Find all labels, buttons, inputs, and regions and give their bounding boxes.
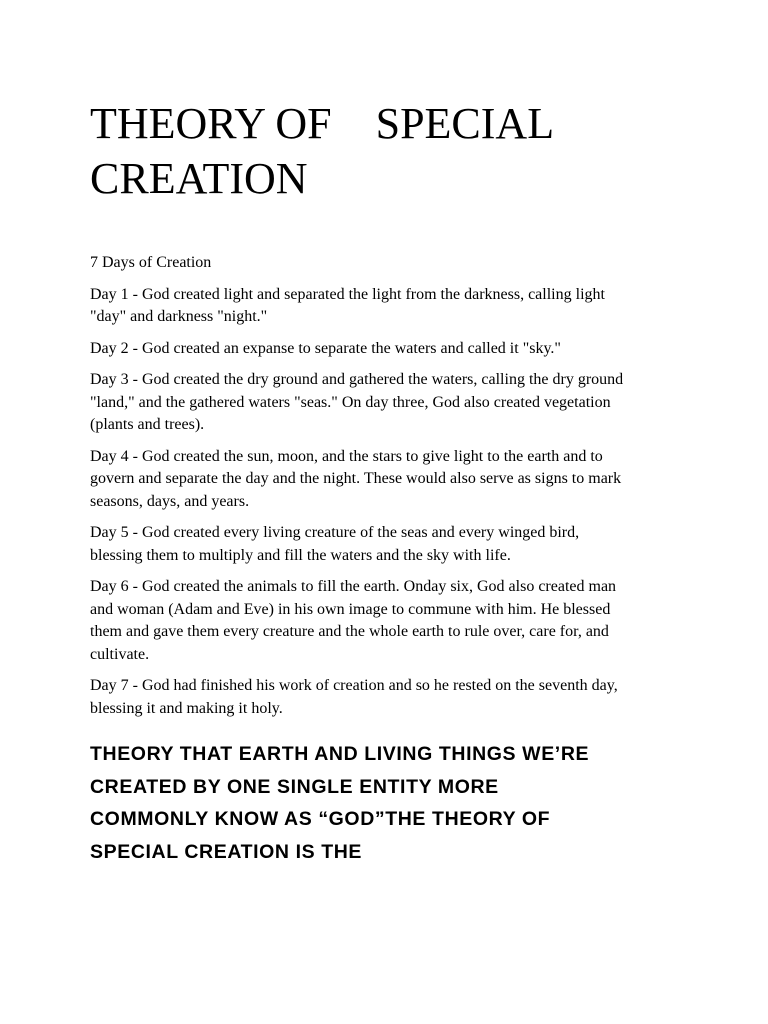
- day-7-line-2: blessing it and making it holy.: [90, 699, 283, 717]
- day-4-line-2: govern and separate the day and the night. These would also serve as signs to mark: [90, 470, 622, 487]
- day-6-line-4: cultivate.: [90, 645, 150, 663]
- day-6-line-2: and woman (Adam and Eve) in his own image to commune with him. He blessed: [90, 600, 611, 618]
- day-2-line-1: Day 2 - God created an expanse to separate the waters and called it "sky.": [90, 339, 561, 357]
- day-6-line-1: Day 6 - God created the animals to fill the earth. Onday six, God also created man: [90, 578, 617, 595]
- closing-statement: [90, 738, 710, 868]
- day-3-line-1: Day 3 - God created the dry ground and gathered the waters, calling the dry ground: [90, 371, 624, 388]
- day-3-line-2: "land," and the gathered waters "seas." On day three, God also created vegetation: [90, 393, 611, 411]
- day-entry-5: [90, 522, 690, 567]
- day-3-line-3: (plants and trees).: [90, 416, 205, 433]
- day-4-line-3: seasons, days, and years.: [90, 492, 250, 510]
- closing-line-1: THEORY THAT EARTH AND LIVING THINGS WE’RE: [90, 743, 590, 765]
- section-heading: 7 Days of Creation: [90, 254, 212, 271]
- day-entry-1: [90, 284, 690, 329]
- day-1-line-1: Day 1 - God created light and separated the light from the darkness, calling light: [90, 285, 605, 303]
- document-title: THEORY OF SPECIAL CREATION: [90, 99, 564, 203]
- day-entry-2: [90, 338, 690, 361]
- day-entry-6: [90, 576, 690, 666]
- closing-line-2: CREATED BY ONE SINGLE ENTITY MORE: [90, 775, 499, 798]
- day-5-line-2: blessing them to multiply and fill the waters and the sky with life.: [90, 546, 511, 564]
- document-body: [90, 252, 690, 729]
- day-entry-4: [90, 446, 690, 514]
- closing-line-3: COMMONLY KNOW AS “GOD”THE THEORY OF: [90, 808, 551, 830]
- day-5-line-1: Day 5 - God created every living creature of the seas and every winged bird,: [90, 524, 580, 541]
- day-entry-3: [90, 369, 690, 437]
- day-7-line-1: Day 7 - God had finished his work of creation and so he rested on the seventh day,: [90, 677, 618, 694]
- day-4-line-1: Day 4 - God created the sun, moon, and the stars to give light to the earth and to: [90, 447, 603, 465]
- closing-line-4: SPECIAL CREATION IS THE: [90, 840, 363, 863]
- day-1-line-2: "day" and darkness "night.": [90, 308, 268, 325]
- day-6-line-3: them and gave them every creature and the whole earth to rule over, care for, and: [90, 623, 609, 640]
- day-entry-7: [90, 675, 690, 720]
